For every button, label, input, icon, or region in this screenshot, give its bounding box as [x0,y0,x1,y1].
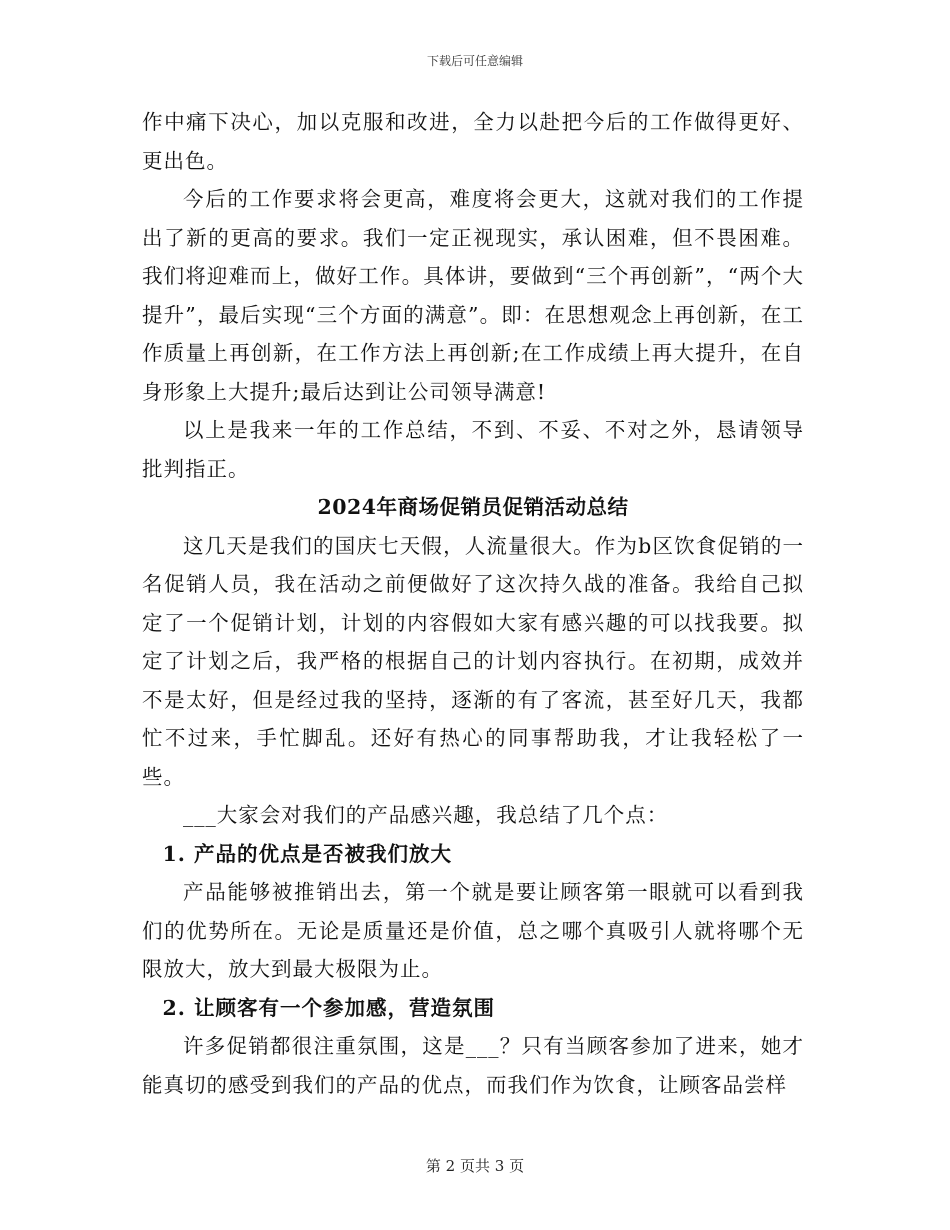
paragraph-summary-points: ___大家会对我们的产品感兴趣，我总结了几个点： [183,803,669,827]
page-header: 下载后可任意编辑 [426,54,523,68]
point-heading-1: 1. 产品的优点是否被我们放大 [162,841,453,866]
paragraph-point-2: 许多促销都很注重氛围，这是___？只有当顾客参加了进来，她才能真切的感受到我们的产品的优点，而我们作为饮食，让顾客品尝样 [142,1034,804,1097]
paragraph-closing: 以上是我来一年的工作总结，不到、不妥、不对之外，恳请领导批判指正。 [142,418,804,481]
paragraph-intro: 这几天是我们的国庆七天假，人流量很大。作为b区饮食促销的一名促销人员，我在活动之前便做好了这次持久战的准备。我给自己拟定了一个促销计划，计划的内容假如大家有感兴趣的可以找我要。拟定了计划之后，我严格的根据自己的计划内容执行。在初期，成效并不是太好，但是经过我的坚持，逐渐的有了客流，甚至好几天，我都忙不过来，手忙脚乱。还好有热心的同事帮助我，才让我轻松了一些。 [142,533,804,789]
paragraph-future-work: 今后的工作要求将会更高，难度将会更大，这就对我们的工作提出了新的更高的要求。我们一定正视现实，承认困难，但不畏困难。我们将迎难而上，做好工作。具体讲，要做到“三个再创新”，“两个大提升”，最后实现“三个方面的满意”。即：在思想观念上再创新，在工作质量上再创新，在工作方法上再创新;在工作成绩上再大提升，在自身形象上大提升;最后达到让公司领导满意! [142,187,804,404]
paragraph-continuation: 作中痛下决心，加以克服和改进，全力以赴把今后的工作做得更好、更出色。 [142,110,804,173]
page-footer: 第 2 页共 3 页 [425,1157,525,1175]
section-title: 2024年商场促销员促销活动总结 [317,495,629,519]
paragraph-point-1: 产品能够被推销出去，第一个就是要让顾客第一眼就可以看到我们的优势所在。无论是质量还是价值，总之哪个真吸引人就将哪个无限放大，放大到最大极限为止。 [142,880,804,981]
document-body [142,103,804,1104]
point-heading-2: 2. 让顾客有一个参加感，营造氛围 [162,995,496,1020]
